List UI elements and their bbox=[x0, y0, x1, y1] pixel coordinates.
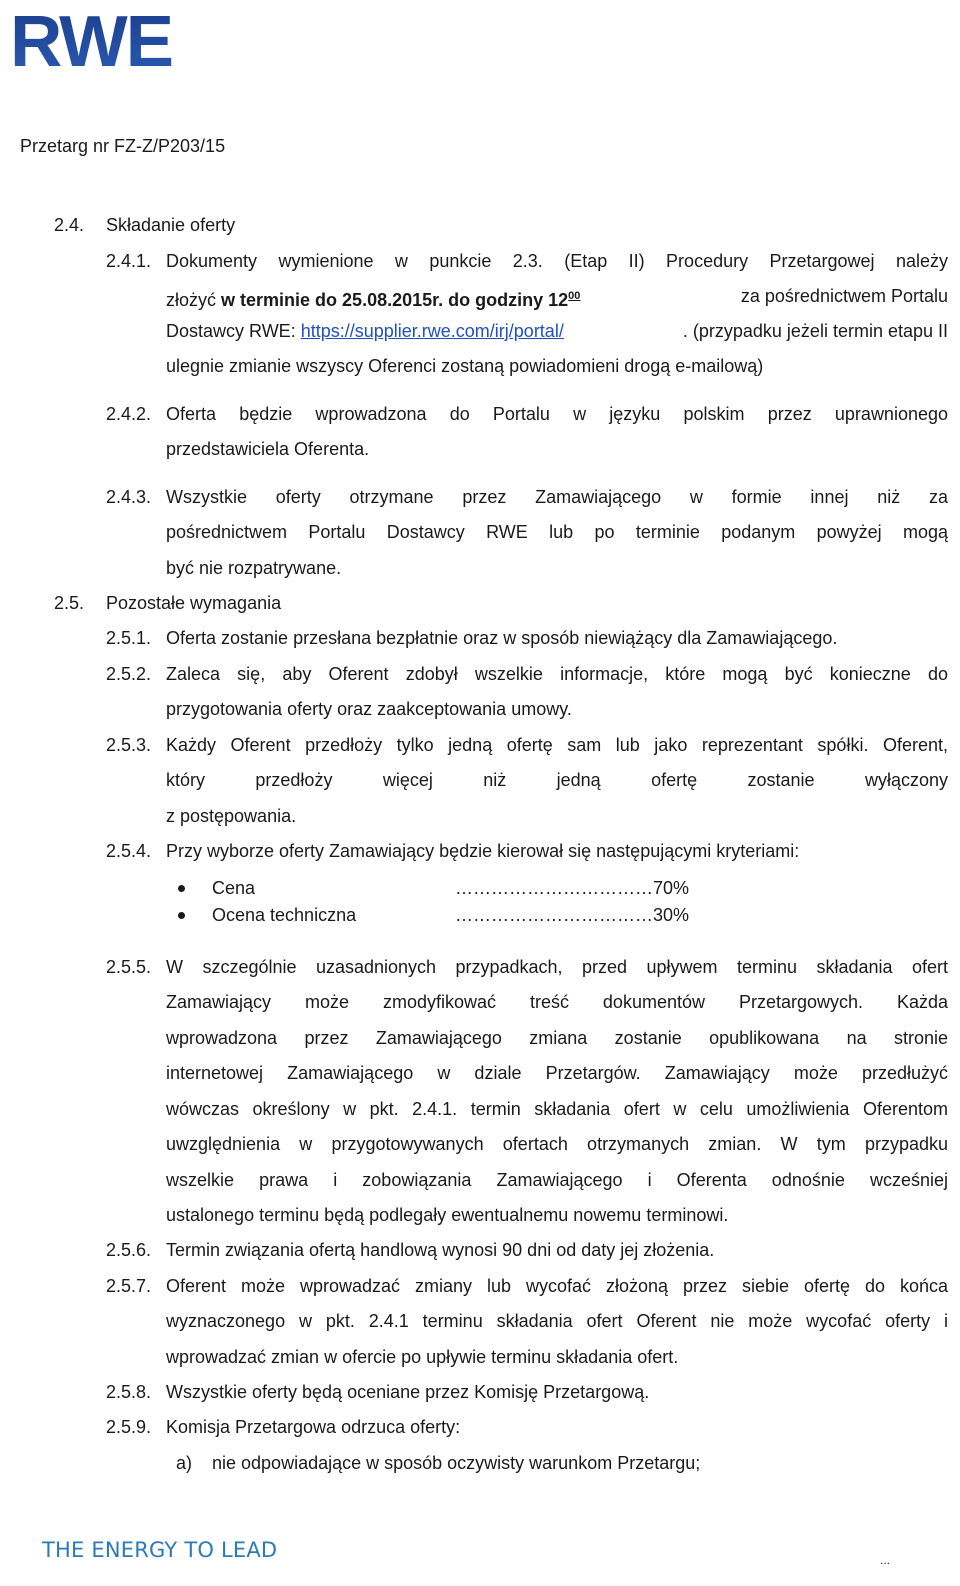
item-2-5-9-line1: Komisja Przetargowa odrzuca oferty: bbox=[166, 1417, 461, 1437]
item-2-5-6-line1: Termin związania ofertą handlową wynosi 90 dni od daty jej złożenia. bbox=[166, 1240, 715, 1260]
tender-number: Przetarg nr FZ-Z/P203/15 bbox=[20, 136, 226, 156]
item-2-5-7-number: 2.5.7. bbox=[106, 1276, 152, 1296]
item-2-5-3-line3: z postępowania. bbox=[166, 806, 297, 826]
item-2-5-5-number: 2.5.5. bbox=[106, 957, 152, 977]
item-2-5-3-line1: Każdy Oferent przedłoży tylko jedną ofertę sam lub jako reprezentant spółki. Oferent, bbox=[166, 735, 948, 755]
item-2-5-7-line2: wyznaczonego w pkt. 2.4.1 terminu składania ofert Oferent nie może wycofać oferty i bbox=[166, 1311, 948, 1331]
item-2-4-1-number: 2.4.1. bbox=[106, 251, 152, 271]
item-2-5-9-a-label: a) bbox=[176, 1453, 193, 1473]
item-2-4-2-number: 2.4.2. bbox=[106, 404, 152, 424]
item-2-4-1-line4: ulegnie zmianie wszyscy Oferenci zostaną powiadomieni drogą e-mailową) bbox=[166, 356, 764, 376]
section-2-5-title: Pozostałe wymagania bbox=[106, 593, 282, 613]
item-2-5-8-line1: Wszystkie oferty będą oceniane przez Komisję Przetargową. bbox=[166, 1382, 650, 1402]
item-2-5-2-line2: przygotowania oferty oraz zaakceptowania umowy. bbox=[166, 699, 572, 719]
item-2-4-3-line3: być nie rozpatrywane. bbox=[166, 558, 342, 578]
item-2-5-3-number: 2.5.3. bbox=[106, 735, 152, 755]
item-2-4-3-line1: Wszystkie oferty otrzymane przez Zamawiającego w formie innej niż za bbox=[166, 487, 948, 507]
item-2-5-5-line6: uwzględnienia w przygotowywanych ofertach otrzymanych zmian. W tym przypadku bbox=[166, 1134, 948, 1154]
item-2-5-9-number: 2.5.9. bbox=[106, 1417, 152, 1437]
item-2-5-7-line1: Oferent może wprowadzać zmiany lub wycofać złożoną przez siebie ofertę do końca bbox=[166, 1276, 948, 1296]
rwe-logo bbox=[10, 8, 175, 72]
item-2-5-1-number: 2.5.1. bbox=[106, 628, 152, 648]
criterion-price-weight: ……………………………70% bbox=[455, 878, 690, 898]
item-2-4-3-line2: pośrednictwem Portalu Dostawcy RWE lub po terminie podanym powyżej mogą bbox=[166, 522, 948, 542]
item-2-5-4-number: 2.5.4. bbox=[106, 841, 152, 861]
bullet-icon bbox=[178, 912, 185, 919]
item-2-5-9-a-text: nie odpowiadające w sposób oczywisty warunkom Przetargu; bbox=[212, 1453, 701, 1473]
item-2-4-2-line1: Oferta będzie wprowadzona do Portalu w języku polskim przez uprawnionego bbox=[166, 404, 948, 424]
item-2-4-3-number: 2.4.3. bbox=[106, 487, 152, 507]
supplier-portal-link[interactable]: https://supplier.rwe.com/irj/portal/ bbox=[300, 321, 564, 341]
item-2-5-2-line1: Zaleca się, aby Oferent zdobył wszelkie informacje, które mogą być konieczne do bbox=[166, 664, 948, 684]
criterion-price-name: Cena bbox=[212, 878, 256, 898]
item-2-5-1-line1: Oferta zostanie przesłana bezpłatnie oraz w sposób niewiążący dla Zamawiającego. bbox=[166, 628, 838, 648]
item-2-5-5-line7: wszelkie prawa i zobowiązania Zamawiającego i Oferenta odnośnie wcześniej bbox=[166, 1170, 948, 1190]
item-2-5-3-line2: który przedłoży więcej niż jedną ofertę zostanie wyłączony bbox=[166, 770, 948, 790]
svg-text:RWE: RWE bbox=[10, 8, 172, 72]
section-2-4-number: 2.4. bbox=[54, 215, 85, 235]
item-2-4-1-line2: złożyć w terminie do 25.08.2015r. do godziny $12^{00}$ za pośrednictwem Portalu bbox=[166, 286, 948, 310]
bullet-icon bbox=[178, 885, 185, 892]
deadline-text: w terminie do 25.08.2015r. do godziny $12^{00}$ bbox=[221, 290, 581, 310]
item-2-5-7-line3: wprowadzać zmian w ofercie po upływie terminu składania ofert. bbox=[166, 1347, 679, 1367]
item-2-5-5-line4: internetowej Zamawiającego w dziale Przetargów. Zamawiający może przedłużyć bbox=[166, 1063, 948, 1083]
criterion-technical-weight: ……………………………30% bbox=[455, 905, 690, 925]
item-2-4-1-line1: Dokumenty wymienione w punkcie 2.3. (Etap II) Procedury Przetargowej należy bbox=[166, 251, 948, 271]
item-2-5-5-line2: Zamawiający może zmodyfikować treść dokumentów Przetargowych. Każda bbox=[166, 992, 948, 1012]
item-2-5-5-line5: wówczas określony w pkt. 2.4.1. termin składania ofert w celu umożliwienia Oferentom bbox=[166, 1099, 948, 1119]
section-2-4-title: Składanie oferty bbox=[106, 215, 236, 235]
item-2-4-2-line2: przedstawiciela Oferenta. bbox=[166, 439, 370, 459]
item-2-5-6-number: 2.5.6. bbox=[106, 1240, 152, 1260]
item-2-5-4-line1: Przy wyborze oferty Zamawiający będzie kierował się następującymi kryteriami: bbox=[166, 841, 800, 861]
item-2-5-8-number: 2.5.8. bbox=[106, 1382, 152, 1402]
item-2-5-2-number: 2.5.2. bbox=[106, 664, 152, 684]
item-2-5-5-line1: W szczególnie uzasadnionych przypadkach, przed upływem terminu składania ofert bbox=[166, 957, 948, 977]
footer-slogan: THE ENERGY TO LEAD bbox=[42, 1538, 278, 1562]
item-2-5-5-line8: ustalonego terminu będą podlegały ewentualnemu nowemu terminowi. bbox=[166, 1205, 729, 1225]
item-2-4-1-line3: Dostawcy RWE: https://supplier.rwe.com/irj/portal/ . (przypadku jeżeli termin etapu II bbox=[166, 321, 948, 341]
criterion-technical-name: Ocena techniczna bbox=[212, 905, 357, 925]
section-2-5-number: 2.5. bbox=[54, 593, 85, 613]
footer-ellipsis: ... bbox=[879, 1553, 890, 1567]
item-2-5-5-line3: wprowadzona przez Zamawiającego zmiana zostanie opublikowana na stronie bbox=[166, 1028, 948, 1048]
